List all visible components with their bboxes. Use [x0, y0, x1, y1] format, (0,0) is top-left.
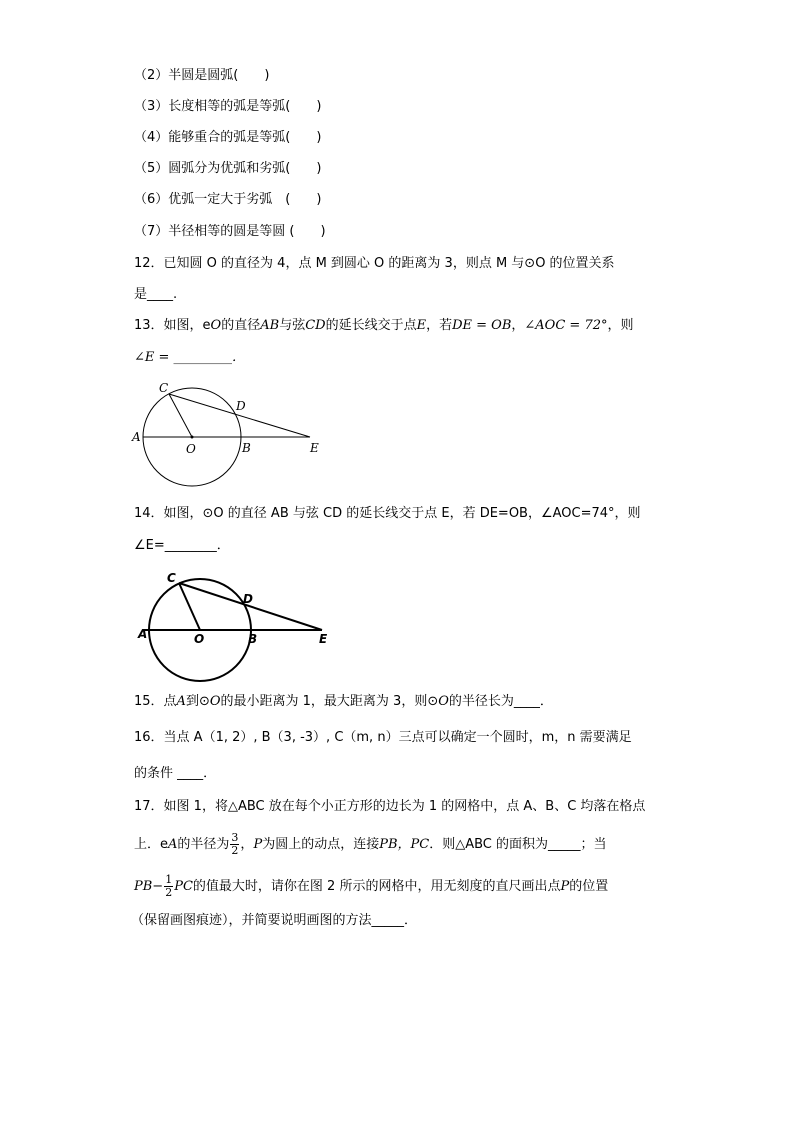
q16-text-line2: 的条件 ____． — [134, 766, 217, 781]
q17-p: P — [253, 837, 263, 852]
q13-condition: DE = OB — [452, 318, 512, 333]
frac-numerator: 3 — [231, 831, 239, 844]
q17-text-line3 — [134, 874, 608, 899]
q13-label-c: C — [159, 381, 169, 395]
q17-l3d: 的位置 — [569, 879, 609, 894]
judgment-item-6: （6）优弧一定大于劣弧 ( ) — [134, 192, 322, 207]
q15-t4: 的半径长为____． — [448, 694, 553, 709]
q12-text-line1: 12．已知圆 O 的直径为 4，点 M 到圆心 O 的距离为 3，则点 M 与⊙O 的位置关系 — [134, 256, 615, 271]
q13-label-d: D — [236, 399, 246, 413]
q14-line-co — [179, 583, 200, 630]
q13-text-line1 — [134, 318, 634, 334]
q17-fraction-three-halves — [230, 832, 239, 857]
q13-t3: 的延长线交于点 — [325, 318, 417, 333]
q14-label-c: C — [167, 571, 176, 585]
q13-figure — [130, 378, 330, 488]
q13-cd: CD — [305, 318, 326, 333]
q15-o: O — [209, 694, 221, 709]
q17-p2: P — [560, 879, 570, 894]
q13-e: E — [416, 318, 427, 333]
q13-t5: ， — [511, 318, 525, 333]
frac-numerator: 1 — [165, 873, 173, 886]
circle-symbol: e — [160, 837, 169, 852]
q17-l2d: 为圆上的动点，连接 — [262, 837, 380, 852]
frac-denominator: 2 — [231, 844, 239, 857]
q15-a: A — [176, 694, 186, 709]
q13-t4: ，若 — [426, 318, 453, 333]
q17-text-line4: （保留画图痕迹），并简要说明画图的方法_____． — [131, 913, 418, 928]
q17-pb-minus: PB− — [134, 879, 164, 894]
q14-text-line1: 14．如图，⊙O 的直径 AB 与弦 CD 的延长线交于点 E，若 DE=OB，∠AOC=74°，则 — [134, 506, 641, 521]
q17-text-line2 — [134, 832, 607, 857]
judgment-item-2: （2）半圆是圆弧( ) — [134, 68, 270, 83]
judgment-item-4: （4）能够重合的弧是等弧( ) — [134, 130, 322, 145]
q16-text-line1: 16．当点 A（1, 2）, B（3, -3）, C（m, n）三点可以确定一个圆时，m，n 需要满足 — [134, 730, 632, 745]
q14-label-a: A — [138, 627, 148, 641]
q13-label-a: A — [132, 430, 141, 444]
q17-a: A — [168, 837, 178, 852]
q13-angle: ∠AOC = 72° — [524, 318, 608, 333]
q13-prefix: 13．如图， — [134, 318, 203, 333]
q13-label-o: O — [186, 442, 196, 456]
q13-ab: AB — [260, 318, 280, 333]
frac-denominator: 2 — [165, 886, 173, 899]
q15-t1: 15．点 — [134, 694, 177, 709]
q17-l3c: 的值最大时，请你在图 2 所示的网格中，用无刻度的直尺画出点 — [192, 879, 561, 894]
q13-label-e: E — [310, 441, 319, 455]
judgment-item-3: （3）长度相等的弧是等弧( ) — [134, 99, 322, 114]
q13-t2: 与弦 — [279, 318, 306, 333]
q17-l2c: ， — [240, 837, 254, 852]
q14-label-e: E — [319, 632, 328, 646]
q17-text-line1: 17．如图 1，将△ABC 放在每个小正方形的边长为 1 的网格中，点 A、B、C 均落在格点 — [134, 799, 646, 814]
q15-t2: 到⊙ — [185, 694, 210, 709]
q14-figure — [136, 568, 336, 678]
q15-text — [134, 694, 553, 710]
circle-symbol: e — [202, 318, 211, 333]
q13-label-b: B — [242, 441, 251, 455]
q14-label-o: O — [194, 632, 205, 646]
q14-label-d: D — [243, 592, 253, 606]
q14-label-b: B — [248, 632, 258, 646]
q13-center-dot — [191, 436, 194, 439]
q17-pb-pc: PB，PC — [379, 837, 430, 852]
q12-text-line2: 是____. — [134, 287, 178, 302]
judgment-item-7: （7）半径相等的圆是等圆 ( ) — [134, 224, 326, 239]
q14-text-line2: ∠E=________． — [134, 538, 230, 553]
q17-fraction-one-half — [164, 874, 173, 899]
q17-pc: PC — [174, 879, 193, 894]
q15-o2: O — [438, 694, 449, 709]
q13-t6: ，则 — [607, 318, 634, 333]
q17-l2e: ．则△ABC 的面积为_____；当 — [429, 837, 607, 852]
q17-l2b: 的半径为 — [177, 837, 230, 852]
q13-o: O — [210, 318, 222, 333]
q13-text-line2: ∠E = _________． — [134, 350, 246, 365]
q13-t1: 的直径 — [221, 318, 261, 333]
q15-t3: 的最小距离为 1，最大距离为 3，则⊙ — [220, 694, 439, 709]
judgment-item-5: （5）圆弧分为优弧和劣弧( ) — [134, 161, 322, 176]
q17-l2a: 上． — [134, 837, 161, 852]
